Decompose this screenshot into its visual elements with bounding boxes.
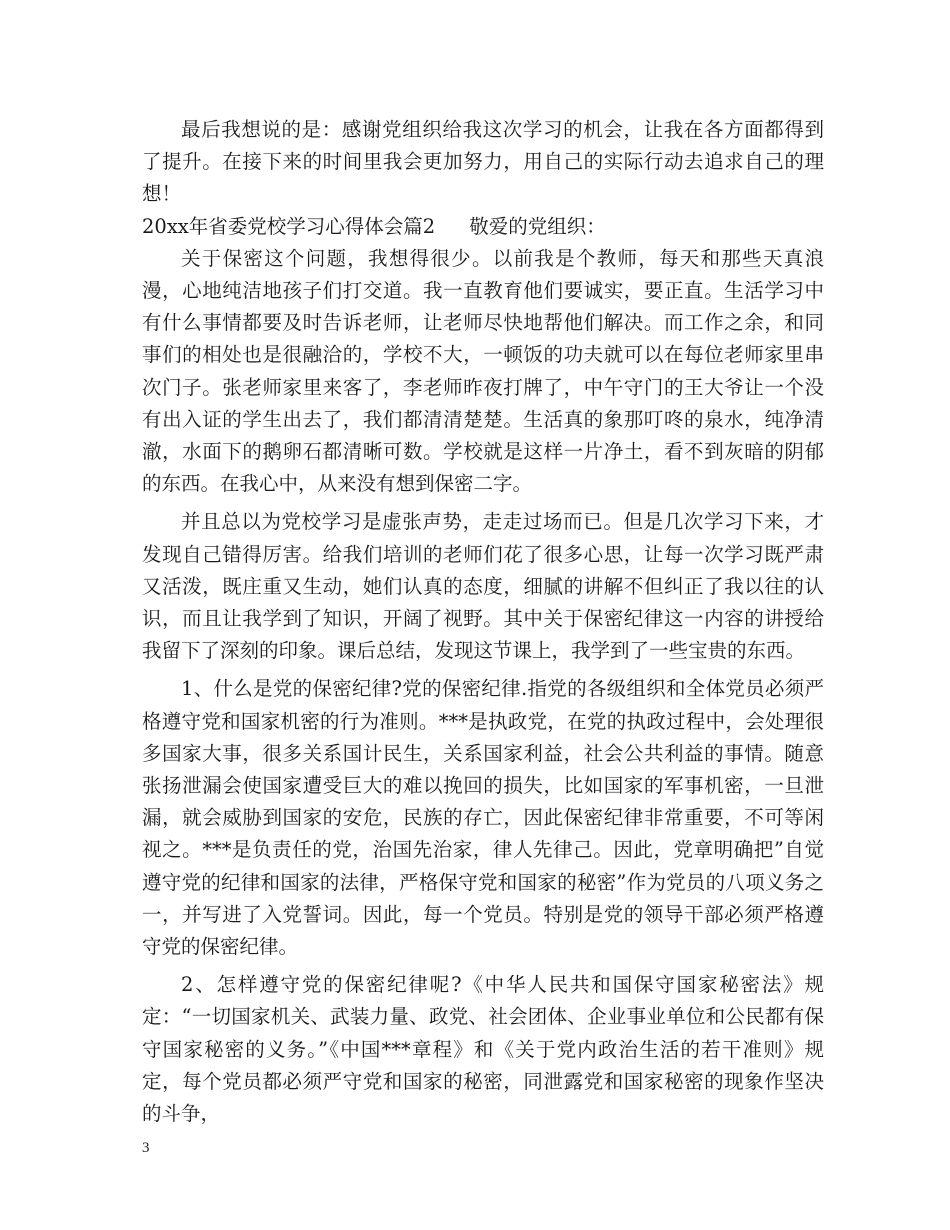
body-paragraph-1: 关于保密这个问题，我想得很少。以前我是个教师，每天和那些天真浪漫，心地纯洁地孩子们打交道。我一直教育他们要诚实，要正直。生活学习中有什么事情都要及时告诉老师，让老师尽快地帮他们解决。而工作之余，和同事们的相处也是很融洽的，学校不大，一顿饭的功夫就可以在每位老师家里串次门子。张老师家里来客了，李老师昨夜打牌了，中午守门的王大爷让一个没有出入证的学生出去了，我们都清清楚楚。生活真的象那叮咚的泉水，纯净清澈，水面下的鹅卵石都清晰可数。学校就是这样一片净土，看不到灰暗的阴郁的东西。在我心中，从来没有想到保密二字。: [142, 246, 824, 496]
salutation: 敬爱的党组织：: [469, 214, 606, 238]
body-paragraph-4: 2、怎样遵守党的保密纪律呢?《中华人民共和国保守国家秘密法》规定：“一切国家机关、武装力量、政党、社会团体、企业事业单位和公民都有保守国家秘密的义务。”《中国***章程》和《关于党内政治生活的若干准则》规定，每个党员都必须严守党和国家的秘密，同泄露党和国家秘密的现象作坚决的斗争，: [142, 973, 824, 1126]
closing-paragraph: 最后我想说的是：感谢党组织给我这次学习的机会，让我在各方面都得到了提升。在接下来的时间里我会更加努力，用自己的实际行动去追求自己的理想！: [142, 118, 824, 206]
article-heading-line: [142, 211, 824, 243]
body-paragraph-2: 并且总以为党校学习是虚张声势，走走过场而已。但是几次学习下来，才发现自己错得厉害。给我们培训的老师们花了很多心思，让每一次学习既严肃又活泼，既庄重又生动，她们认真的态度，细腻的讲解不但纠正了我以往的认识，而且让我学到了知识，开阔了视野。其中关于保密纪律这一内容的讲授给我留下了深刻的印象。课后总结，发现这节课上，我学到了一些宝贵的东西。: [142, 510, 824, 663]
page-number: 3: [142, 1140, 150, 1156]
body-paragraph-3: 1、什么是党的保密纪律?党的保密纪律.指党的各级组织和全体党员必须严格遵守党和国家机密的行为准则。***是执政党，在党的执政过程中，会处理很多国家大事，很多关系国计民生，关系国家利益，社会公共利益的事情。随意张扬泄漏会使国家遭受巨大的难以挽回的损失，比如国家的军事机密，一旦泄漏，就会威胁到国家的安危，民族的存亡，因此保密纪律非常重要，不可等闲视之。***是负责任的党，治国先治家，律人先律己。因此，党章明确把”自觉遵守党的纪律和国家的法律，严格保守党和国家的秘密”作为党员的八项义务之一，并写进了入党誓词。因此，每一个党员。特别是党的领导干部必须严格遵守党的保密纪律。: [142, 677, 824, 959]
document-page: [142, 114, 824, 1130]
article-title: 20xx年省委党校学习心得体会篇2: [142, 214, 436, 238]
